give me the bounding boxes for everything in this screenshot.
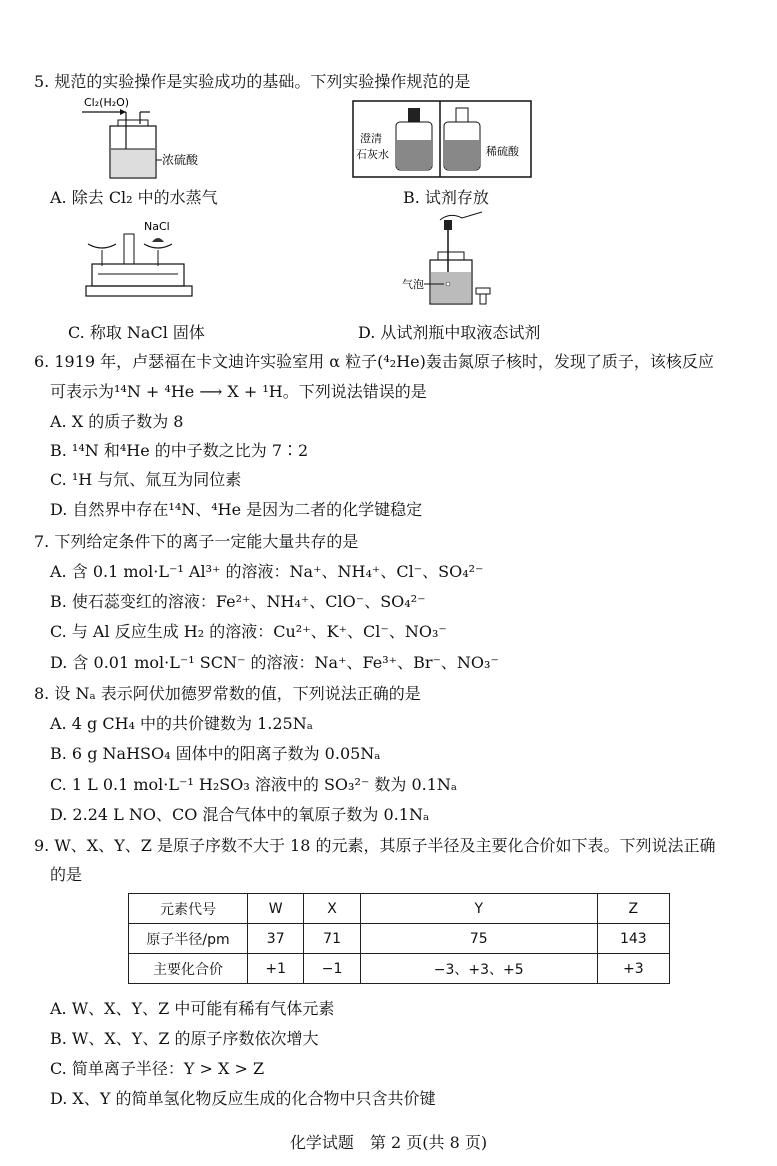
- q5-figb-left-1: 澄清: [360, 132, 382, 145]
- q5-stem: 5. 规范的实验操作是实验成功的基础。下列实验操作规范的是: [34, 72, 471, 91]
- table-cell: 75: [360, 924, 597, 954]
- table-cell: 原子半径/pm: [129, 924, 248, 954]
- q5-figa-gas-label: Cl₂(H₂O): [84, 96, 130, 109]
- table-cell: 71: [304, 924, 360, 954]
- q7-stem: 7. 下列给定条件下的离子一定能大量共存的是: [34, 532, 359, 551]
- q9-option-a: A. W、X、Y、Z 中可能有稀有气体元素: [50, 999, 335, 1018]
- q8-option-d: D. 2.24 L NO、CO 混合气体中的氧原子数为 0.1Nₐ: [50, 805, 430, 824]
- q7-option-a: A. 含 0.1 mol·L⁻¹ Al³⁺ 的溶液：Na⁺、NH₄⁺、Cl⁻、SO₄²⁻: [50, 562, 484, 581]
- page-footer: 化学试题 第 2 页(共 8 页): [289, 1133, 488, 1152]
- q5-figc-label: NaCl: [144, 220, 170, 233]
- q9-option-c: C. 简单离子半径：Y > X > Z: [50, 1059, 265, 1078]
- q6-option-a: A. X 的质子数为 8: [50, 412, 184, 431]
- table-header-cell: Y: [360, 894, 597, 924]
- q5-option-c: C. 称取 NaCl 固体: [68, 323, 205, 342]
- q6-option-d: D. 自然界中存在¹⁴N、⁴He 是因为二者的化学键稳定: [50, 500, 423, 519]
- q5-figb-right: 稀硫酸: [486, 145, 519, 158]
- table-header-cell: Z: [597, 894, 669, 924]
- q8-stem: 8. 设 Nₐ 表示阿伏加德罗常数的值，下列说法正确的是: [34, 684, 421, 703]
- q9-option-d: D. X、Y 的简单氢化物反应生成的化合物中只含共价键: [50, 1089, 436, 1108]
- q5-figa-liquid-label: 浓硫酸: [162, 153, 199, 167]
- q9-option-b: B. W、X、Y、Z 的原子序数依次增大: [50, 1029, 319, 1048]
- q5-figb-left-2: 石灰水: [356, 148, 389, 161]
- table-cell: +1: [248, 954, 304, 984]
- q5-figure-b: [352, 100, 532, 180]
- q9-stem-2: 的是: [50, 865, 83, 884]
- table-row: [129, 954, 670, 984]
- table-cell: −3、+3、+5: [360, 954, 597, 984]
- q5-figure-c: [82, 216, 202, 306]
- q8-option-a: A. 4 g CH₄ 中的共价键数为 1.25Nₐ: [50, 714, 313, 733]
- q6-stem-1: 6. 1919 年，卢瑟福在卡文迪许实验室用 α 粒子(⁴₂He)轰击氮原子核时，发现了质子，该核反应: [34, 352, 714, 371]
- q7-option-c: C. 与 Al 反应生成 H₂ 的溶液：Cu²⁺、K⁺、Cl⁻、NO₃⁻: [50, 622, 447, 641]
- q8-option-c: C. 1 L 0.1 mol·L⁻¹ H₂SO₃ 溶液中的 SO₃²⁻ 数为 0.1Nₐ: [50, 775, 458, 794]
- q9-stem-1: 9. W、X、Y、Z 是原子序数不大于 18 的元素，其原子半径及主要化合价如下表。下列说法正确: [34, 836, 716, 855]
- q6-option-b: B. ¹⁴N 和⁴He 的中子数之比为 7∶2: [50, 441, 309, 460]
- q6-stem-2: 可表示为¹⁴N + ⁴He ⟶ X + ¹H。下列说法错误的是: [50, 382, 427, 401]
- table-header-cell: 元素代号: [129, 894, 248, 924]
- q5-figure-d: [400, 210, 510, 310]
- table-cell: 143: [597, 924, 669, 954]
- q5-figd-label: 气泡: [402, 278, 424, 291]
- table-cell: 主要化合价: [129, 954, 248, 984]
- q7-option-b: B. 使石蕊变红的溶液：Fe²⁺、NH₄⁺、ClO⁻、SO₄²⁻: [50, 592, 426, 611]
- q7-option-d: D. 含 0.01 mol·L⁻¹ SCN⁻ 的溶液：Na⁺、Fe³⁺、Br⁻、NO₃⁻: [50, 653, 499, 672]
- q5-figure-a: [80, 94, 220, 184]
- q6-option-c: C. ¹H 与氘、氚互为同位素: [50, 470, 242, 489]
- table-cell: +3: [597, 954, 669, 984]
- q5-option-a: A. 除去 Cl₂ 中的水蒸气: [50, 188, 218, 207]
- table-cell: 37: [248, 924, 304, 954]
- q5-option-b: B. 试剂存放: [403, 188, 489, 207]
- q9-element-table: [128, 893, 670, 984]
- table-header-cell: X: [304, 894, 360, 924]
- q5-option-d: D. 从试剂瓶中取液态试剂: [358, 323, 541, 342]
- table-cell: −1: [304, 954, 360, 984]
- table-row: [129, 894, 670, 924]
- table-row: [129, 924, 670, 954]
- q8-option-b: B. 6 g NaHSO₄ 固体中的阳离子数为 0.05Nₐ: [50, 744, 381, 763]
- table-header-cell: W: [248, 894, 304, 924]
